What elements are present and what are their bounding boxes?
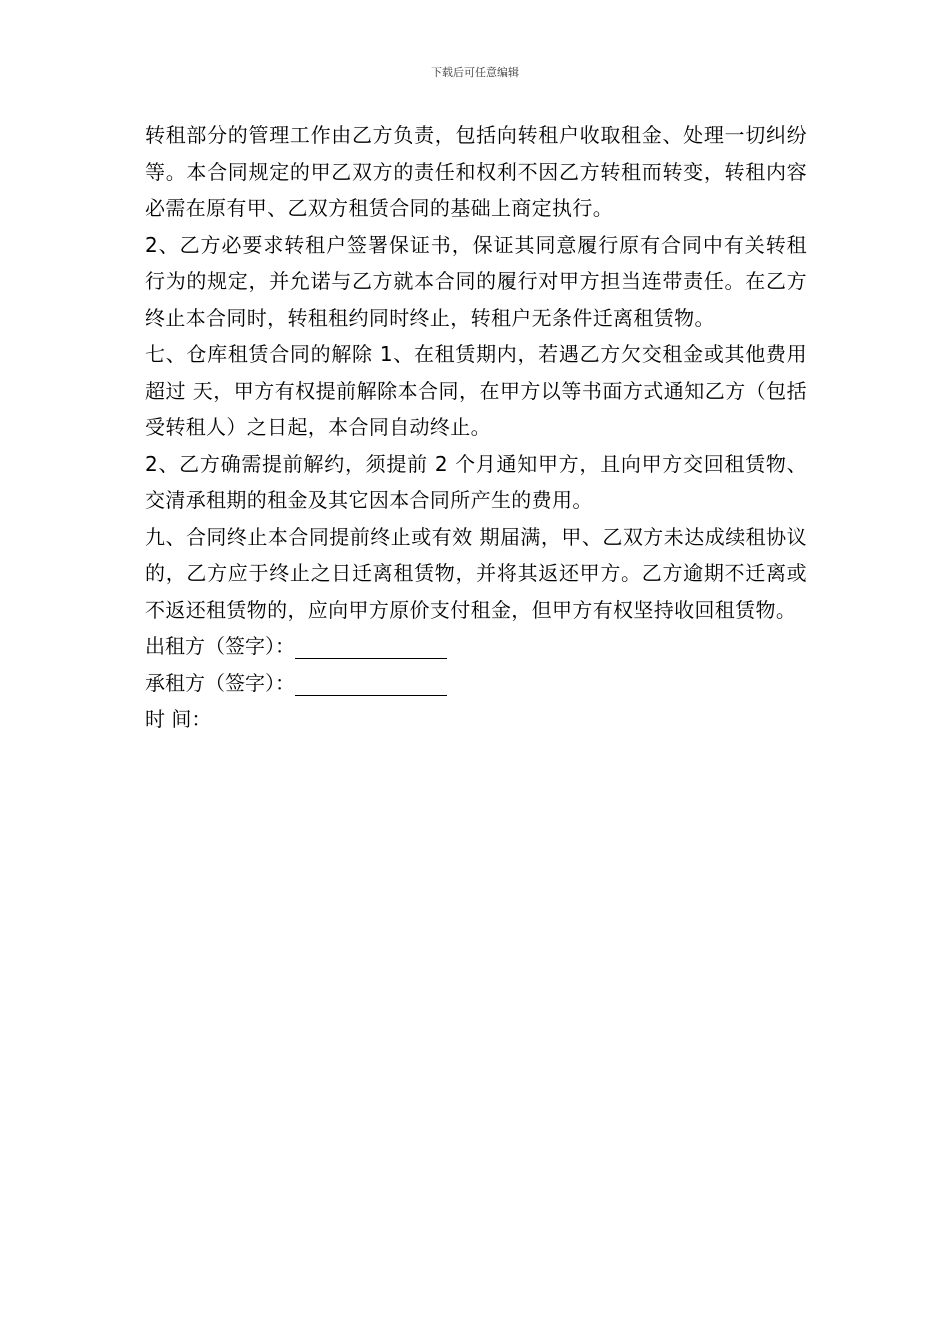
paragraph-early-termination: 2、乙方确需提前解约，须提前 2 个月通知甲方，且向甲方交回租赁物、交清承租期的租金及其它因本合同所产生的费用。	[145, 451, 807, 512]
lessee-signature-label: 承租方（签字）：	[145, 670, 295, 695]
lessee-signature-blank	[295, 673, 447, 696]
lessor-signature-blank	[295, 636, 447, 659]
paragraph-guarantee: 2、乙方必要求转租户签署保证书，保证其同意履行原有合同中有关转租行为的规定，并允诺与乙方就本合同的履行对甲方担当连带责任。在乙方终止本合同时，转租租约同时终止，转租户无条件迁离租赁物。	[145, 232, 807, 330]
time-label: 时 间：	[145, 707, 212, 731]
page-header: 下载后可任意编辑	[431, 66, 519, 79]
lessor-signature-line	[145, 628, 807, 665]
time-line	[145, 701, 807, 738]
lessor-signature-label: 出租方（签字）：	[145, 634, 295, 658]
document-body	[145, 117, 807, 738]
paragraph-contract-end: 九、合同终止本合同提前终止或有效 期届满，甲、乙双方未达成续租协议的，乙方应于终止之日迁离租赁物，并将其返还甲方。乙方逾期不迁离或不返还租赁物的，应向甲方原价支付租金，但甲方有权坚持收回租赁物。	[145, 524, 807, 622]
lessee-signature-line	[145, 665, 807, 702]
paragraph-sublease-management: 转租部分的管理工作由乙方负责，包括向转租户收取租金、处理一切纠纷等。本合同规定的甲乙双方的责任和权利不因乙方转租而转变，转租内容必需在原有甲、乙双方租赁合同的基础上商定执行。	[145, 123, 807, 220]
paragraph-termination-clause: 七、仓库租赁合同的解除 1、在租赁期内，若遇乙方欠交租金或其他费用超过 天，甲方有权提前解除本合同，在甲方以等书面方式通知乙方（包括受转租人）之日起，本合同自动终止。	[145, 342, 807, 439]
